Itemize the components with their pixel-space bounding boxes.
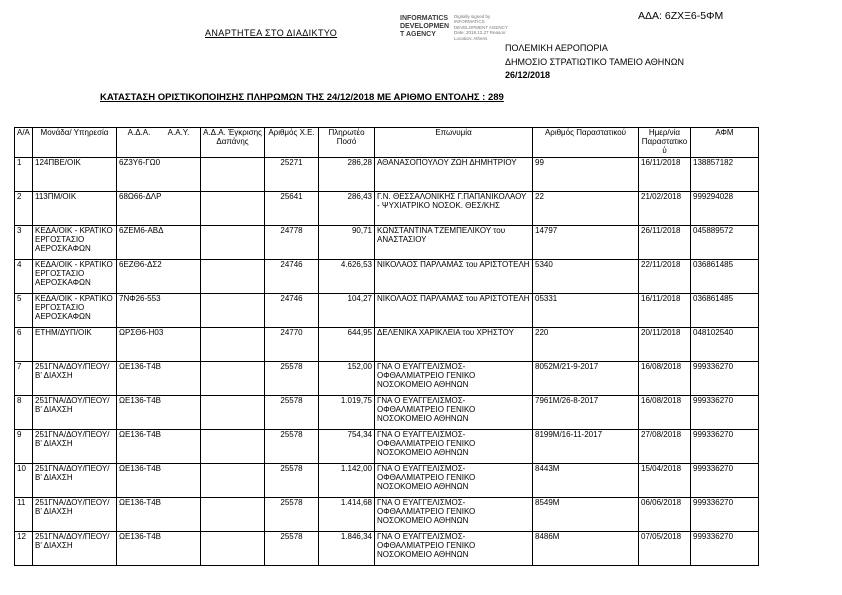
- cell-ada-approval: [201, 429, 265, 463]
- cell-afm: 999336270: [691, 497, 759, 531]
- header-aa: Α/Α: [15, 128, 33, 158]
- cell-xe: 25578: [265, 531, 319, 565]
- cell-amount: 644,95: [319, 327, 375, 361]
- cell-ada-approval: [201, 463, 265, 497]
- cell-ada: 6Ζ3Υ6-ΓΩ0: [117, 157, 201, 191]
- cell-xe: 25271: [265, 157, 319, 191]
- payments-table-body: [15, 157, 759, 565]
- payments-table-wrapper: [14, 127, 759, 566]
- cell-xe: 25578: [265, 429, 319, 463]
- cell-unit: 251ΓΝΑ/ΔΟΥ/ΠΕΟΥ/Β' ΔΙΑΧΣΗ: [33, 531, 117, 565]
- cell-unit: ΕΤΗΜ/ΔΥΠ/ΟΙΚ: [33, 327, 117, 361]
- cell-ada-approval: [201, 157, 265, 191]
- cell-xe: 24746: [265, 259, 319, 293]
- cell-doc-no: 05331: [533, 293, 639, 327]
- cell-doc-no: 8443Μ: [533, 463, 639, 497]
- cell-afm: 045889572: [691, 225, 759, 259]
- cell-ada: ΩΕ136-Τ4Β: [117, 429, 201, 463]
- cell-ada: ΩΡΣΘ6-Η03: [117, 327, 201, 361]
- cell-doc-no: 8199Μ/16-11-2017: [533, 429, 639, 463]
- cell-ada-approval: [201, 361, 265, 395]
- page-title: ΚΑΤΑΣΤΑΣΗ ΟΡΙΣΤΙΚΟΠΟΙΗΣΗΣ ΠΛΗΡΩΜΩΝ ΤΗΣ 24/12/2018 ΜΕ ΑΡΙΘΜΟ ΕΝΤΟΛΗΣ : 289: [100, 92, 504, 103]
- table-row: [15, 361, 759, 395]
- org-date: 26/12/2018: [505, 70, 551, 80]
- cell-unit: 113ΠΜ/ΟΙΚ: [33, 191, 117, 225]
- cell-ada: 6ΖΕΜ6-ΑΒΔ: [117, 225, 201, 259]
- cell-name: ΑΘΑΝΑΣΟΠΟΥΛΟΥ ΖΩΗ ΔΗΜΗΤΡΙΟΥ: [375, 157, 533, 191]
- cell-aa: 1: [15, 157, 33, 191]
- cell-name: ΓΝΑ Ο ΕΥΑΓΓΕΛΙΣΜΟΣ-ΟΦΘΑΛΜΙΑΤΡΕΙΟ ΓΕΝΙΚΟ ΝΟΣΟΚΟΜΕΙΟ ΑΘΗΝΩΝ: [375, 531, 533, 565]
- cell-xe: 25578: [265, 361, 319, 395]
- table-row: [15, 463, 759, 497]
- cell-ada: ΩΕ136-Τ4Β: [117, 361, 201, 395]
- cell-unit: ΚΕΔΑ/ΟΙΚ - ΚΡΑΤΙΚΟ ΕΡΓΟΣΤΑΣΙΟ ΑΕΡΟΣΚΑΦΩΝ: [33, 293, 117, 327]
- cell-ada: 7ΝΦ26-553: [117, 293, 201, 327]
- cell-afm: 999336270: [691, 395, 759, 429]
- cell-aa: 4: [15, 259, 33, 293]
- cell-aa: 11: [15, 497, 33, 531]
- cell-aa: 9: [15, 429, 33, 463]
- cell-xe: 25578: [265, 395, 319, 429]
- cell-name: ΔΕΛΕΝΙΚΑ ΧΑΡΙΚΛΕΙΑ του ΧΡΗΣΤΟΥ: [375, 327, 533, 361]
- cell-afm: 138857182: [691, 157, 759, 191]
- cell-ada-approval: [201, 531, 265, 565]
- posted-on-internet-label: ΑΝΑΡΤΗΤΕΑ ΣΤΟ ΔΙΑΔΙΚΤΥΟ: [205, 28, 338, 38]
- table-row: [15, 327, 759, 361]
- cell-aa: 12: [15, 531, 33, 565]
- cell-name: Γ.Ν. ΘΕΣΣΑΛΟΝΙΚΗΣ Γ.ΠΑΠΑΝΙΚΟΛΑΟΥ - ΨΥΧΙΑΤΡΙΚΟ ΝΟΣΟΚ. ΘΕΣ/ΚΗΣ: [375, 191, 533, 225]
- header-ada-aay: [117, 128, 201, 158]
- cell-afm: 999336270: [691, 361, 759, 395]
- cell-doc-date: 26/11/2018: [639, 225, 691, 259]
- header-doc-no: Αριθμός Παραστατικού: [533, 128, 639, 158]
- cell-name: ΓΝΑ Ο ΕΥΑΓΓΕΛΙΣΜΟΣ-ΟΦΘΑΛΜΙΑΤΡΕΙΟ ΓΕΝΙΚΟ ΝΟΣΟΚΟΜΕΙΟ ΑΘΗΝΩΝ: [375, 361, 533, 395]
- organization-block: [505, 42, 684, 83]
- org-name: ΠΟΛΕΜΙΚΗ ΑΕΡΟΠΟΡΙΑ: [505, 43, 608, 53]
- cell-aa: 7: [15, 361, 33, 395]
- cell-ada: 6ΕΖΘ6-ΔΣ2: [117, 259, 201, 293]
- payments-table: [14, 127, 759, 566]
- cell-amount: 1.414,68: [319, 497, 375, 531]
- stamp-agency-line: T AGENCY: [400, 31, 436, 39]
- cell-amount: 754,34: [319, 429, 375, 463]
- ada-code: ΑΔΑ: 6ΖΧΞ6-5ΦΜ: [638, 10, 724, 22]
- table-row: [15, 497, 759, 531]
- cell-unit: 251ΓΝΑ/ΔΟΥ/ΠΕΟΥ/Β' ΔΙΑΧΣΗ: [33, 395, 117, 429]
- cell-afm: 999336270: [691, 463, 759, 497]
- cell-afm: 036861485: [691, 259, 759, 293]
- cell-ada-approval: [201, 191, 265, 225]
- cell-amount: 286,28: [319, 157, 375, 191]
- header-ada: Α.Δ.Α.: [127, 128, 151, 137]
- header-aay: Α.Α.Υ.: [167, 128, 190, 137]
- stamp-agency-line: INFORMATICS: [400, 15, 449, 22]
- cell-ada: ΩΕ136-Τ4Β: [117, 463, 201, 497]
- cell-unit: ΚΕΔΑ/ΟΙΚ - ΚΡΑΤΙΚΟ ΕΡΓΟΣΤΑΣΙΟ ΑΕΡΟΣΚΑΦΩΝ: [33, 259, 117, 293]
- header-ada-approval: Α.Δ.Α. Έγκρισης Δαπάνης: [201, 128, 265, 158]
- stamp-agency-line: DEVELOPMEN: [400, 23, 450, 31]
- cell-amount: 90,71: [319, 225, 375, 259]
- cell-ada-approval: [201, 327, 265, 361]
- cell-amount: 1.142,00: [319, 463, 375, 497]
- cell-aa: 5: [15, 293, 33, 327]
- cell-doc-no: 8052Μ/21-9-2017: [533, 361, 639, 395]
- cell-ada: 68Ω66-ΔΛΡ: [117, 191, 201, 225]
- cell-ada-approval: [201, 225, 265, 259]
- cell-doc-date: 16/08/2018: [639, 395, 691, 429]
- cell-unit: 251ΓΝΑ/ΔΟΥ/ΠΕΟΥ/Β' ΔΙΑΧΣΗ: [33, 361, 117, 395]
- cell-afm: 036861485: [691, 293, 759, 327]
- cell-doc-no: 99: [533, 157, 639, 191]
- cell-xe: 24746: [265, 293, 319, 327]
- cell-aa: 6: [15, 327, 33, 361]
- cell-amount: 1.019,75: [319, 395, 375, 429]
- cell-doc-no: 8549Μ: [533, 497, 639, 531]
- cell-doc-date: 07/05/2018: [639, 531, 691, 565]
- cell-doc-date: 16/11/2018: [639, 293, 691, 327]
- cell-amount: 152,00: [319, 361, 375, 395]
- cell-doc-date: 15/04/2018: [639, 463, 691, 497]
- cell-xe: 25578: [265, 497, 319, 531]
- header-name: Επωνυμία: [375, 128, 533, 158]
- header-row: [15, 128, 759, 158]
- cell-ada: ΩΕ136-Τ4Β: [117, 395, 201, 429]
- cell-unit: 251ΓΝΑ/ΔΟΥ/ΠΕΟΥ/Β' ΔΙΑΧΣΗ: [33, 463, 117, 497]
- cell-doc-no: 220: [533, 327, 639, 361]
- cell-xe: 24770: [265, 327, 319, 361]
- cell-doc-no: 22: [533, 191, 639, 225]
- digital-signature-stamp: [400, 15, 452, 39]
- cell-amount: 104,27: [319, 293, 375, 327]
- cell-doc-no: 8486Μ: [533, 531, 639, 565]
- cell-doc-date: 16/08/2018: [639, 361, 691, 395]
- cell-aa: 8: [15, 395, 33, 429]
- cell-doc-date: 16/11/2018: [639, 157, 691, 191]
- cell-doc-date: 06/06/2018: [639, 497, 691, 531]
- cell-xe: 25641: [265, 191, 319, 225]
- cell-name: ΓΝΑ Ο ΕΥΑΓΓΕΛΙΣΜΟΣ-ΟΦΘΑΛΜΙΑΤΡΕΙΟ ΓΕΝΙΚΟ ΝΟΣΟΚΟΜΕΙΟ ΑΘΗΝΩΝ: [375, 463, 533, 497]
- table-row: [15, 395, 759, 429]
- cell-doc-date: 21/02/2018: [639, 191, 691, 225]
- cell-afm: 999336270: [691, 531, 759, 565]
- cell-aa: 3: [15, 225, 33, 259]
- table-row: [15, 293, 759, 327]
- header-doc-date: Ημερ/νία Παραστατικού: [639, 128, 691, 158]
- cell-doc-no: 14797: [533, 225, 639, 259]
- cell-name: ΝΙΚΟΛΑΟΣ ΠΑΡΛΑΜΑΣ του ΑΡΙΣΤΟΤΕΛΗ: [375, 259, 533, 293]
- cell-amount: 1.846,34: [319, 531, 375, 565]
- digital-signature-details: Digitally signed by INFORMATICS DEVELOPMENT AGENCY Date: 2018.12.27 Reason: Location: Athens: [454, 14, 508, 41]
- cell-aa: 10: [15, 463, 33, 497]
- table-row: [15, 157, 759, 191]
- header-amount: Πληρωτέο Ποσό: [319, 128, 375, 158]
- cell-ada: ΩΕ136-Τ4Β: [117, 497, 201, 531]
- cell-doc-date: 20/11/2018: [639, 327, 691, 361]
- cell-name: ΓΝΑ Ο ΕΥΑΓΓΕΛΙΣΜΟΣ-ΟΦΘΑΛΜΙΑΤΡΕΙΟ ΓΕΝΙΚΟ ΝΟΣΟΚΟΜΕΙΟ ΑΘΗΝΩΝ: [375, 429, 533, 463]
- cell-afm: 999336270: [691, 429, 759, 463]
- table-row: [15, 191, 759, 225]
- org-department: ΔΗΜΟΣΙΟ ΣΤΡΑΤΙΩΤΙΚΟ ΤΑΜΕΙΟ ΑΘΗΝΩΝ: [505, 56, 684, 67]
- cell-unit: ΚΕΔΑ/ΟΙΚ - ΚΡΑΤΙΚΟ ΕΡΓΟΣΤΑΣΙΟ ΑΕΡΟΣΚΑΦΩΝ: [33, 225, 117, 259]
- cell-ada-approval: [201, 259, 265, 293]
- cell-ada-approval: [201, 395, 265, 429]
- cell-doc-no: 7961Μ/26-8-2017: [533, 395, 639, 429]
- table-row: [15, 259, 759, 293]
- cell-afm: 999294028: [691, 191, 759, 225]
- cell-unit: 124ΠΒΕ/ΟΙΚ: [33, 157, 117, 191]
- table-row: [15, 531, 759, 565]
- cell-doc-no: 5340: [533, 259, 639, 293]
- cell-unit: 251ΓΝΑ/ΔΟΥ/ΠΕΟΥ/Β' ΔΙΑΧΣΗ: [33, 429, 117, 463]
- cell-afm: 048102540: [691, 327, 759, 361]
- table-row: [15, 429, 759, 463]
- cell-ada-approval: [201, 497, 265, 531]
- cell-doc-date: 22/11/2018: [639, 259, 691, 293]
- cell-amount: 286,43: [319, 191, 375, 225]
- cell-unit: 251ΓΝΑ/ΔΟΥ/ΠΕΟΥ/Β' ΔΙΑΧΣΗ: [33, 497, 117, 531]
- cell-xe: 25578: [265, 463, 319, 497]
- header-xe: Αριθμός Χ.Ε.: [265, 128, 319, 158]
- cell-name: ΝΙΚΟΛΑΟΣ ΠΑΡΛΑΜΑΣ του ΑΡΙΣΤΟΤΕΛΗ: [375, 293, 533, 327]
- cell-aa: 2: [15, 191, 33, 225]
- cell-name: ΓΝΑ Ο ΕΥΑΓΓΕΛΙΣΜΟΣ-ΟΦΘΑΛΜΙΑΤΡΕΙΟ ΓΕΝΙΚΟ ΝΟΣΟΚΟΜΕΙΟ ΑΘΗΝΩΝ: [375, 497, 533, 531]
- cell-xe: 24778: [265, 225, 319, 259]
- table-row: [15, 225, 759, 259]
- header-afm: ΑΦΜ: [691, 128, 759, 158]
- cell-doc-date: 27/08/2018: [639, 429, 691, 463]
- cell-ada: ΩΕ136-Τ4Β: [117, 531, 201, 565]
- cell-amount: 4.626,53: [319, 259, 375, 293]
- cell-name: ΓΝΑ Ο ΕΥΑΓΓΕΛΙΣΜΟΣ-ΟΦΘΑΛΜΙΑΤΡΕΙΟ ΓΕΝΙΚΟ ΝΟΣΟΚΟΜΕΙΟ ΑΘΗΝΩΝ: [375, 395, 533, 429]
- cell-name: ΚΩΝΣΤΑΝΤΙΝΑ ΤΖΕΜΠΕΛΙΚΟΥ του ΑΝΑΣΤΑΣΙΟΥ: [375, 225, 533, 259]
- cell-ada-approval: [201, 293, 265, 327]
- header-unit: Μονάδα/ Υπηρεσία: [33, 128, 117, 158]
